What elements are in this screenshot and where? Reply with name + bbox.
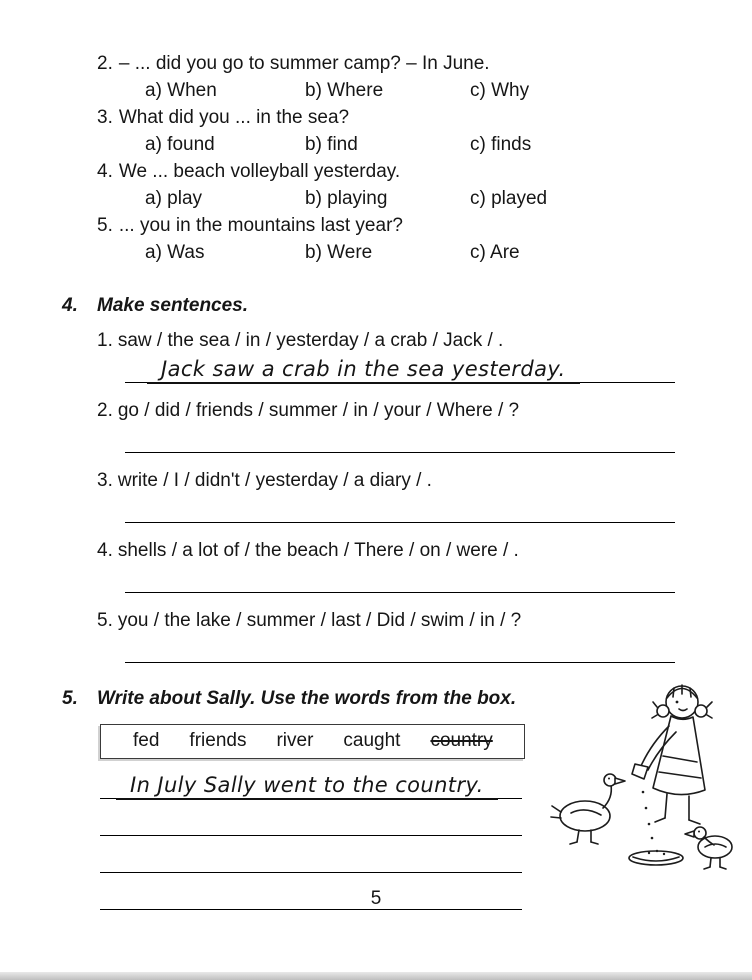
- page-number: 5: [370, 888, 382, 909]
- exercise-title: Write about Sally. Use the words from the box.: [97, 688, 517, 709]
- sentence-item-1: [97, 327, 752, 383]
- mcq-options-4: [145, 185, 752, 212]
- mcq-options-3: [145, 131, 752, 158]
- sentence-item-5: [97, 607, 752, 663]
- option-a: a) When: [145, 80, 217, 101]
- sentence-prompt: [97, 397, 752, 424]
- question-text: – ... did you go to summer camp? – In June.: [118, 53, 490, 74]
- exercise-4-section: [0, 292, 752, 663]
- option-b: b) playing: [305, 188, 388, 209]
- option-b: b) Were: [305, 242, 373, 263]
- exercise-number: 5.: [62, 688, 78, 709]
- answer-blank-line: [125, 357, 675, 383]
- sentence-item-2: [97, 397, 752, 453]
- mcq-question-5: [97, 212, 752, 239]
- item-number: 3.: [97, 470, 113, 491]
- answer-blank-line: [125, 570, 675, 593]
- mcq-question-4: [97, 158, 752, 185]
- question-number: 3.: [97, 107, 113, 128]
- sentence-prompt: [97, 327, 752, 354]
- answer-blank-line: [125, 430, 675, 453]
- exercise-title: Make sentences.: [97, 295, 249, 316]
- exercise-4-items: [97, 327, 752, 663]
- answer-blank-line: [100, 799, 522, 836]
- prompt-text: saw / the sea / in / yesterday / a crab / Jack / .: [117, 330, 504, 351]
- exercise-number: 4.: [62, 295, 78, 316]
- exercise-4-header: [62, 292, 752, 319]
- mcq-options-2: [145, 77, 752, 104]
- answer-blank-line: [100, 775, 522, 799]
- question-text: We ... beach volleyball yesterday.: [118, 161, 401, 182]
- prompt-text: you / the lake / summer / last / Did / swim / in / ?: [117, 610, 522, 631]
- answer-blank-line: [125, 500, 675, 523]
- scan-edge-shadow: [0, 972, 752, 980]
- prompt-text: write / I / didn't / yesterday / a diary / .: [117, 470, 432, 491]
- question-number: 4.: [97, 161, 113, 182]
- sentence-prompt: [97, 467, 752, 494]
- option-b: b) find: [305, 134, 358, 155]
- mcq-question-2: [97, 50, 752, 77]
- option-b: b) Where: [305, 80, 384, 101]
- word-box-word: friends: [189, 730, 247, 751]
- sentence-item-4: [97, 537, 752, 593]
- option-a: a) Was: [145, 242, 205, 263]
- word-box-word: fed: [133, 730, 160, 751]
- option-c: c) finds: [470, 134, 532, 155]
- word-box-word: caught: [343, 730, 401, 751]
- word-box: [100, 724, 525, 759]
- question-number: 5.: [97, 215, 113, 236]
- prompt-text: go / did / friends / summer / in / your / Where / ?: [117, 400, 520, 421]
- word-box-word-struck: country: [430, 730, 493, 751]
- handwritten-answer: Jack saw a crab in the sea yesterday.: [147, 357, 580, 384]
- question-number: 2.: [97, 53, 113, 74]
- option-c: c) Why: [470, 80, 530, 101]
- item-number: 1.: [97, 330, 113, 351]
- item-number: 5.: [97, 610, 113, 631]
- sentence-prompt: [97, 537, 752, 564]
- option-a: a) play: [145, 188, 203, 209]
- girl-feeding-ducks-illustration: [543, 666, 743, 887]
- mcq-question-3: [97, 104, 752, 131]
- sentence-prompt: [97, 607, 752, 634]
- handwritten-answer: In July Sally went to the country.: [116, 773, 498, 800]
- question-text: What did you ... in the sea?: [118, 107, 350, 128]
- mcq-options-5: [145, 239, 752, 266]
- multiple-choice-section: [97, 0, 752, 266]
- prompt-text: shells / a lot of / the beach / There / on / were / .: [117, 540, 519, 561]
- item-number: 2.: [97, 400, 113, 421]
- question-text: ... you in the mountains last year?: [118, 215, 403, 236]
- sentence-item-3: [97, 467, 752, 523]
- option-c: c) played: [470, 188, 548, 209]
- word-box-word: river: [276, 730, 314, 751]
- item-number: 4.: [97, 540, 113, 561]
- answer-blank-line: [125, 640, 675, 663]
- answer-blank-line: [100, 836, 522, 873]
- option-a: a) found: [145, 134, 215, 155]
- option-c: c) Are: [470, 242, 520, 263]
